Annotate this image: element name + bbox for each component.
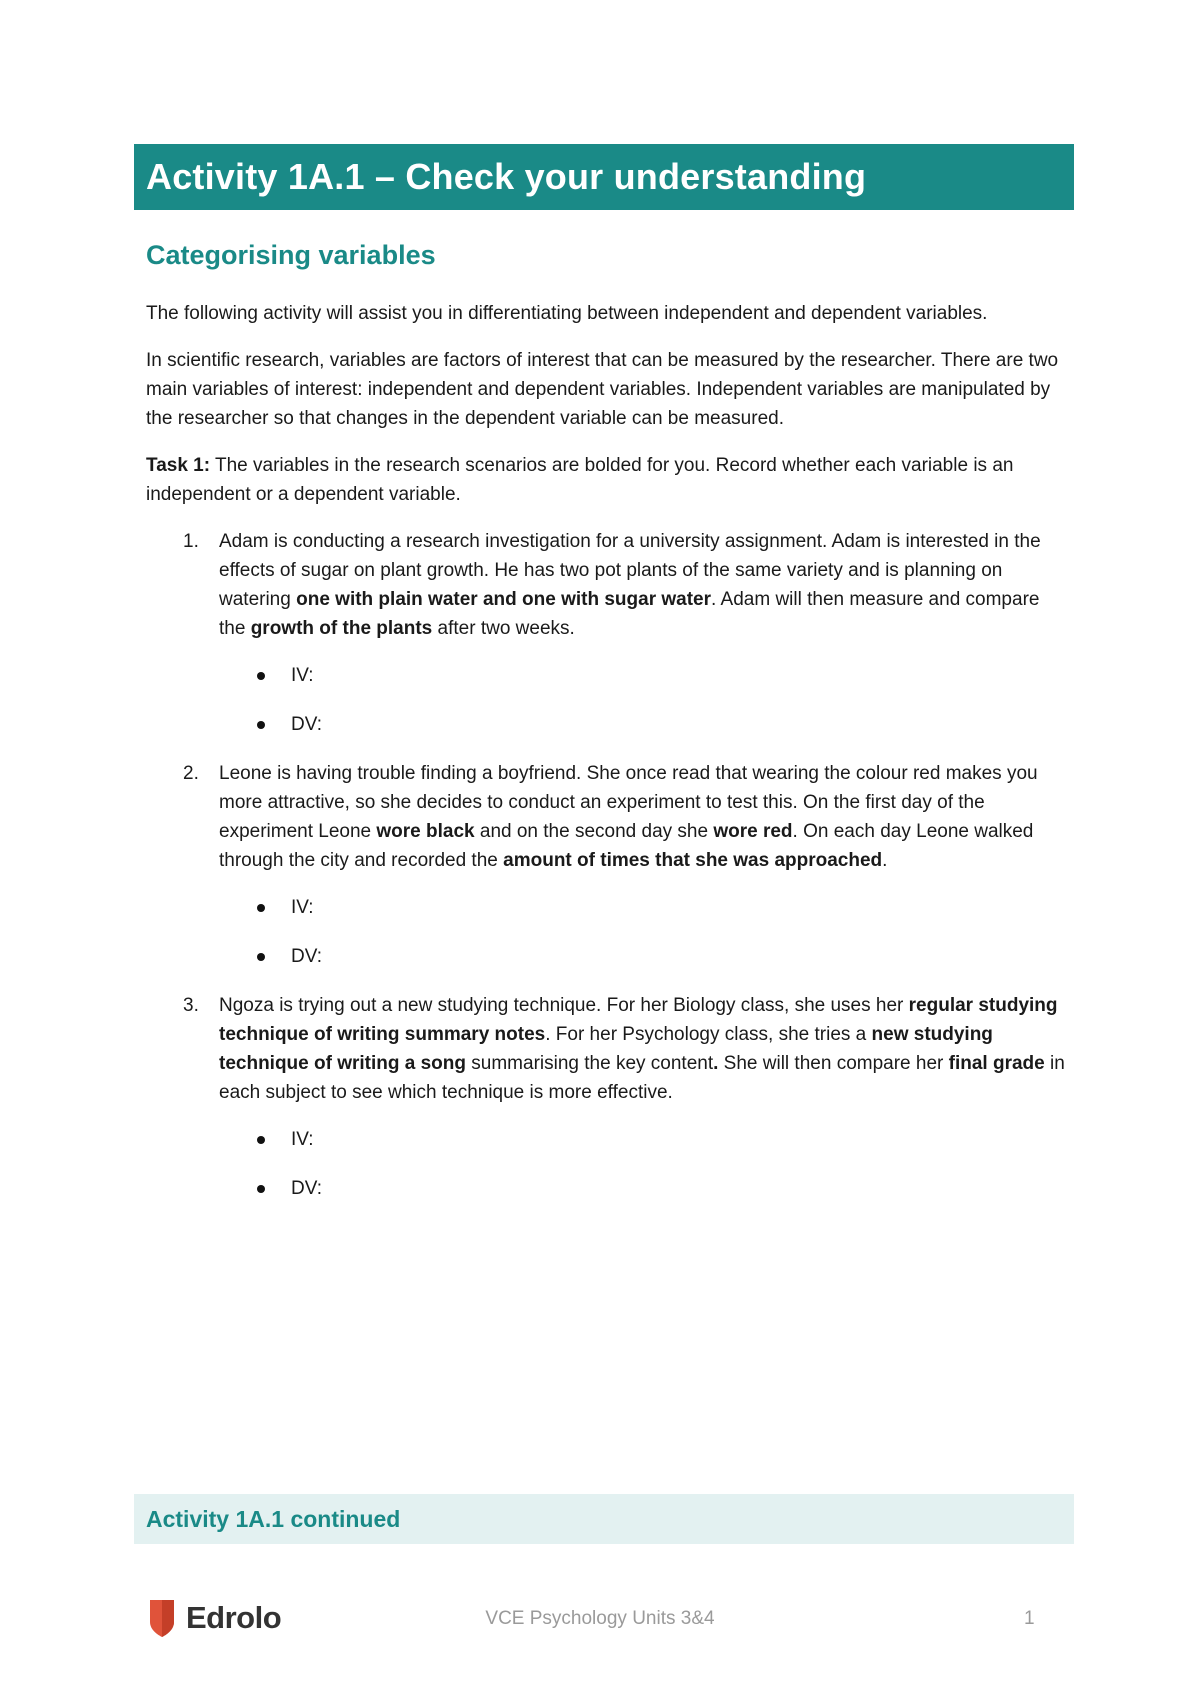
dv-answer-line[interactable] — [219, 710, 1066, 739]
iv-answer-line[interactable] — [219, 893, 1066, 922]
footer-course: VCE Psychology Units 3&4 — [485, 1608, 715, 1629]
scenario-text-run: . Adam will then measure and compare the — [219, 589, 1040, 639]
scenario-text — [219, 527, 1066, 643]
bolded-variable: wore black — [376, 821, 475, 842]
answer-list — [219, 893, 1066, 971]
scenario-item — [146, 759, 1066, 971]
bolded-variable: final grade — [948, 1053, 1045, 1074]
bolded-variable: one with plain water and one with sugar water — [296, 589, 712, 610]
definition-paragraph: In scientific research, variables are factors of interest that can be measured by the researcher. There are two main variables of interest: independent and dependent variables. Independent variables are manipulated by the researcher so that changes in the dependent variable can be measured. — [146, 350, 1059, 429]
bullet-icon — [257, 721, 265, 729]
task-text: The variables in the research scenarios are bolded for you. Record whether each variable is an independent or a dependent variable. — [146, 455, 1014, 505]
main-content — [146, 240, 1066, 1223]
page-title: Activity 1A.1 – Check your understanding — [146, 156, 867, 197]
page-number: 1 — [1024, 1608, 1035, 1629]
brand-name: Edrolo — [186, 1600, 282, 1635]
iv-label: IV: — [291, 1129, 314, 1150]
task-instruction — [146, 451, 1066, 509]
section-heading: Categorising variables — [146, 240, 436, 270]
scenario-text-run: and on the second day she — [474, 821, 714, 842]
intro-paragraph: The following activity will assist you in differentiating between independent and dependent variables. — [146, 303, 988, 324]
scenario-text-run: in each subject to see which technique is more effective. — [219, 1053, 1065, 1103]
scenario-text-run: Ngoza is trying out a new studying technique. For her Biology class, she uses her — [219, 995, 909, 1016]
scenario-text-run: Adam is conducting a research investigation for a university assignment. Adam is interested in the effects of sugar on plant growth. He has two pot plants of the same variety and is planning on watering — [219, 531, 1041, 610]
scenario-text-run: after two weeks. — [432, 618, 575, 639]
scenario-text-run: . For her Psychology class, she tries a — [545, 1024, 872, 1045]
iv-answer-line[interactable] — [219, 661, 1066, 690]
bullet-icon — [257, 1136, 265, 1144]
dv-answer-line[interactable] — [219, 1174, 1066, 1203]
dv-answer-line[interactable] — [219, 942, 1066, 971]
continued-banner — [134, 1494, 1074, 1544]
bolded-variable: growth of the plants — [250, 618, 433, 639]
scenario-item — [146, 527, 1066, 739]
dv-label: DV: — [291, 714, 322, 735]
dv-label: DV: — [291, 1178, 322, 1199]
bolded-variable: regular studying technique of writing summary notes — [219, 995, 1058, 1045]
scenario-text-run: She will then compare her — [718, 1053, 949, 1074]
iv-label: IV: — [291, 665, 314, 686]
iv-label: IV: — [291, 897, 314, 918]
scenario-number: 3. — [183, 995, 199, 1016]
bullet-icon — [257, 1185, 265, 1193]
scenario-text-run: . — [882, 850, 888, 871]
scenario-text-run: Leone is having trouble finding a boyfriend. She once read that wearing the colour red makes you more attractive, so she decides to conduct an experiment to test this. On the first day of the experiment Leone — [219, 763, 1038, 842]
continued-label: Activity 1A.1 continued — [146, 1505, 401, 1532]
bolded-variable: . — [713, 1053, 719, 1074]
bullet-icon — [257, 904, 265, 912]
bullet-icon — [257, 672, 265, 680]
scenario-text-run: summarising the key content — [466, 1053, 714, 1074]
scenario-text — [219, 759, 1066, 875]
dv-label: DV: — [291, 946, 322, 967]
bolded-variable: amount of times that she was approached — [503, 850, 883, 871]
scenario-list — [146, 527, 1066, 1203]
scenario-text — [219, 991, 1066, 1107]
scenario-item — [146, 991, 1066, 1203]
bolded-variable: new studying technique of writing a song — [219, 1024, 993, 1074]
answer-list — [219, 661, 1066, 739]
bullet-icon — [257, 953, 265, 961]
scenario-number: 1. — [183, 531, 199, 552]
scenario-text-run: . On each day Leone walked through the city and recorded the — [219, 821, 1034, 871]
task-label: Task 1: — [146, 455, 211, 476]
title-banner — [134, 144, 1074, 210]
iv-answer-line[interactable] — [219, 1125, 1066, 1154]
answer-list — [219, 1125, 1066, 1203]
scenario-number: 2. — [183, 763, 199, 784]
bolded-variable: wore red — [713, 821, 793, 842]
